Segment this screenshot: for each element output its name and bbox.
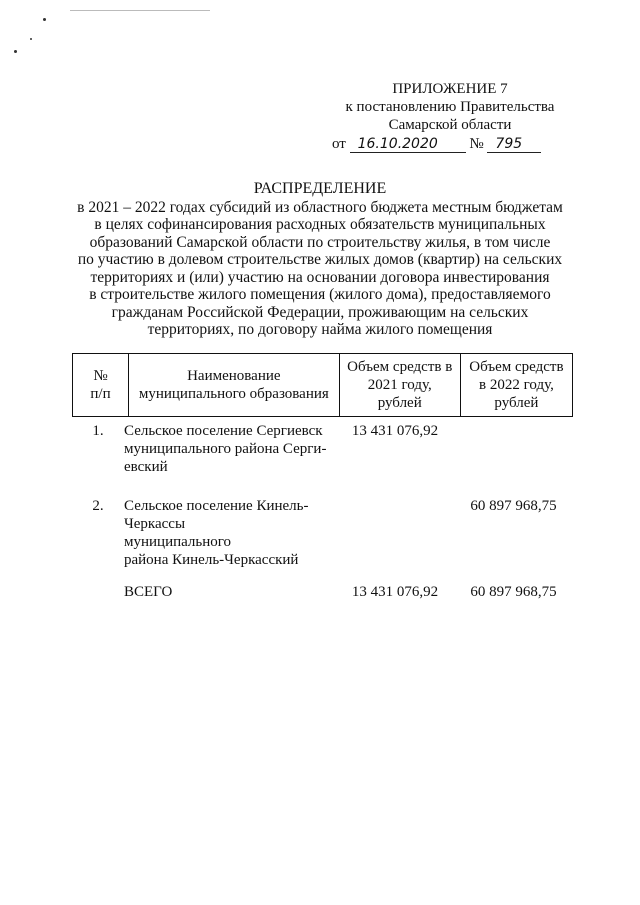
- decree-date-number: [330, 135, 570, 153]
- appendix-block: [330, 80, 570, 153]
- amount-2021: 13 431 076,92: [351, 423, 439, 439]
- heading-line: в строительстве жилого помещения (жилого дома), предоставляемого: [89, 286, 551, 303]
- total-2021: 13 431 076,92: [351, 584, 439, 600]
- heading-line: территориях и (или) участию на основании договора инвестирования: [90, 268, 550, 286]
- heading-line: гражданам Российской Федерации, проживающим на сельских: [111, 303, 529, 321]
- decree-number: 795: [487, 136, 541, 153]
- distribution-table-header: [72, 353, 573, 417]
- distribution-table-body: [72, 422, 573, 601]
- number-label: №: [469, 136, 484, 152]
- heading-line: по участию в долевом строительстве жилых домов (квартир) на сельских: [77, 251, 563, 268]
- document-heading: [70, 180, 570, 339]
- table-row: [72, 422, 573, 476]
- amount-2021: [336, 497, 454, 569]
- appendix-line: к постановлению Правительства: [345, 99, 555, 115]
- scan-speck: [14, 50, 17, 53]
- from-label: от: [332, 136, 346, 152]
- total-label: ВСЕГО: [124, 584, 173, 600]
- decree-date: 16.10.2020: [350, 136, 466, 153]
- heading-title: РАСПРЕДЕЛЕНИЕ: [253, 180, 387, 197]
- header-amount-2022: Объем средств в 2022 году, рублей: [460, 354, 572, 417]
- total-2022: 60 897 968,75: [470, 584, 557, 600]
- heading-line: в целях софинансирования расходных обязательств муниципальных: [94, 216, 546, 233]
- scan-edge-line: [70, 10, 210, 11]
- appendix-title: ПРИЛОЖЕНИЕ 7: [392, 81, 508, 97]
- table-row: [72, 497, 573, 569]
- scan-speck: [30, 38, 32, 40]
- municipality-name: Сельское поселение Кинель- Черкассы муниципального района Кинель-Черкасский: [124, 498, 309, 568]
- header-number: № п/п: [73, 354, 129, 417]
- amount-2022: 60 897 968,75: [470, 498, 557, 514]
- heading-line: в 2021 – 2022 годах субсидий из областного бюджета местным бюджетам: [77, 198, 563, 216]
- scan-speck: [43, 18, 46, 21]
- header-amount-2021: Объем средств в 2021 году, рублей: [339, 354, 460, 417]
- header-municipality: Наименование муниципального образования: [129, 354, 340, 417]
- row-number: 2.: [92, 498, 104, 514]
- appendix-line: Самарской области: [388, 117, 512, 133]
- heading-line: образований Самарской области по строительству жилья, в том числе: [89, 233, 551, 251]
- total-row: [72, 583, 573, 601]
- amount-2022: [454, 422, 573, 476]
- row-number: 1.: [92, 423, 104, 439]
- municipality-name: Сельское поселение Сергиевск муниципального района Серги- евский: [124, 423, 327, 475]
- heading-line: территориях, по договору найма жилого помещения: [147, 321, 493, 338]
